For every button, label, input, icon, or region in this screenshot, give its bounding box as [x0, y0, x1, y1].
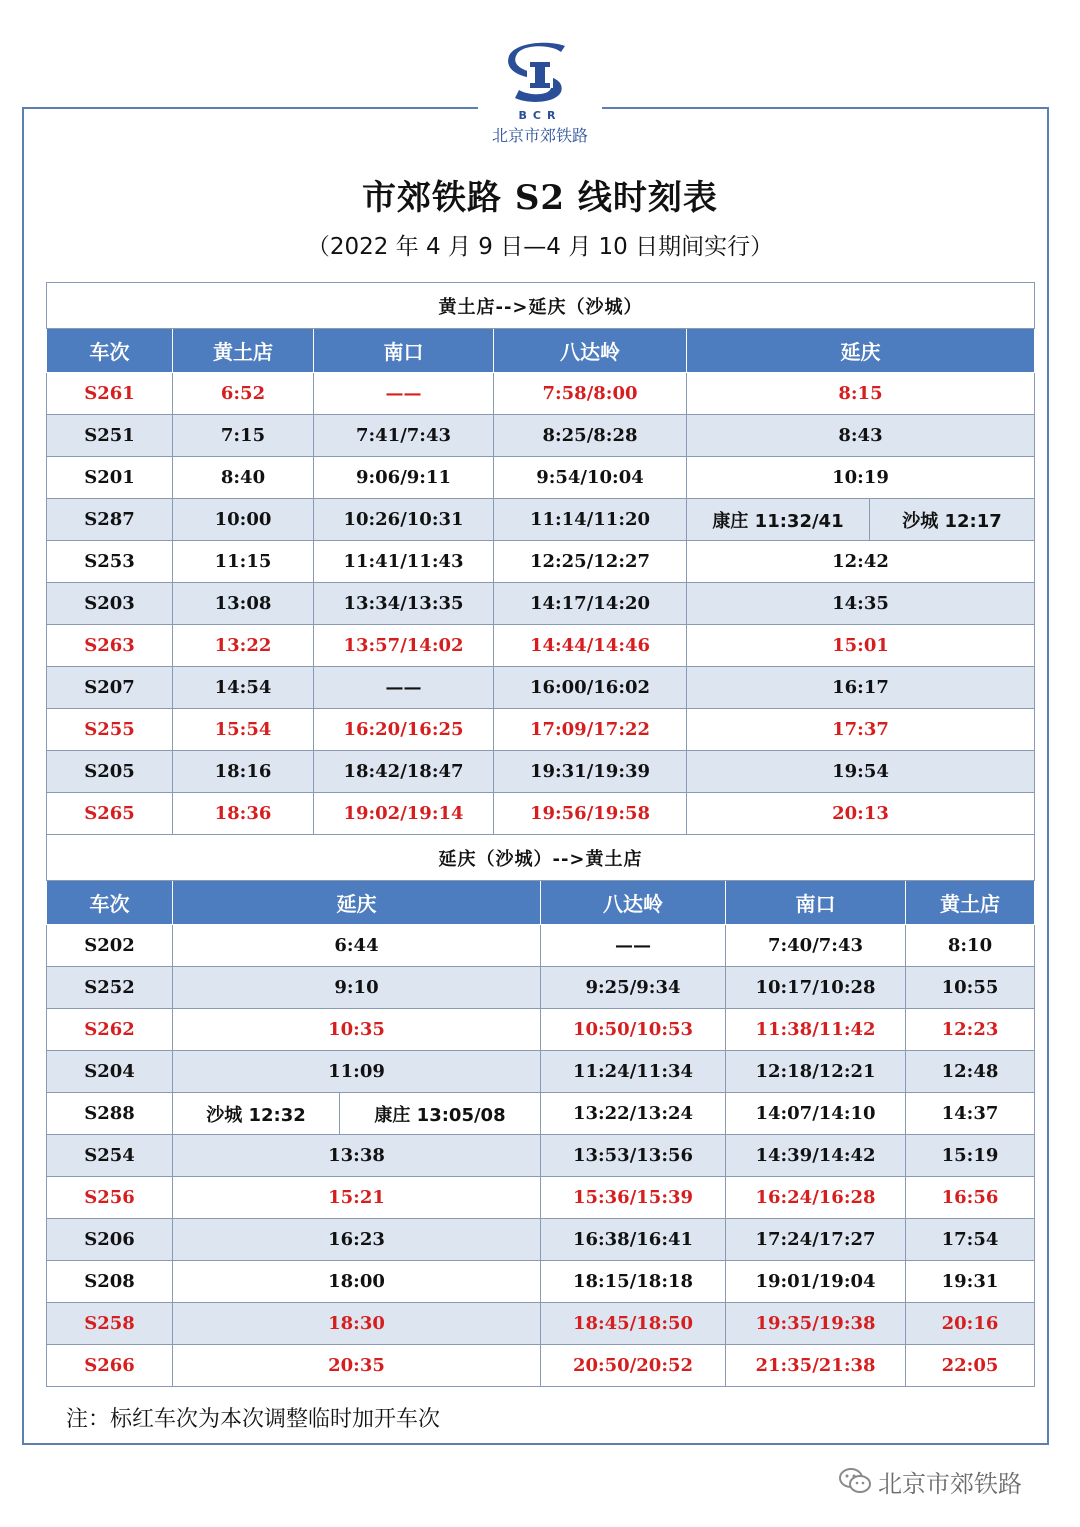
outbound-cell: 11:15 [173, 541, 314, 583]
outbound-cell: —— [314, 373, 494, 415]
inbound-cell: S202 [47, 925, 173, 967]
outbound-cell: 8:43 [687, 415, 1035, 457]
inbound-cell: 7:40/7:43 [726, 925, 906, 967]
outbound-cell: 18:42/18:47 [314, 751, 494, 793]
inbound-cell: S258 [47, 1303, 173, 1345]
outbound-cell: 14:17/14:20 [494, 583, 687, 625]
bcr-logo-icon [505, 42, 575, 108]
outbound-cell: 11:14/11:20 [494, 499, 687, 541]
logo-name: 北京市郊铁路 [491, 126, 588, 145]
outbound-header-badaling: 八达岭 [494, 329, 687, 373]
inbound-header-yanqing: 延庆 [173, 881, 541, 925]
inbound-cell: S288 [47, 1093, 173, 1135]
outbound-cell: 康庄 11:32/41 [687, 499, 870, 541]
outbound-header-train: 车次 [47, 329, 173, 373]
outbound-row [47, 625, 1035, 667]
inbound-row [47, 1219, 1035, 1261]
inbound-cell: 11:38/11:42 [726, 1009, 906, 1051]
outbound-row [47, 667, 1035, 709]
outbound-cell: S253 [47, 541, 173, 583]
outbound-cell: 17:09/17:22 [494, 709, 687, 751]
logo-abbr: BCR [518, 109, 562, 122]
inbound-cell: 8:10 [906, 925, 1035, 967]
inbound-cell: 12:18/12:21 [726, 1051, 906, 1093]
inbound-cell: S262 [47, 1009, 173, 1051]
inbound-cell: 11:24/11:34 [541, 1051, 726, 1093]
outbound-cell: 10:00 [173, 499, 314, 541]
inbound-cell: 10:35 [173, 1009, 541, 1051]
inbound-cell: S252 [47, 967, 173, 1009]
inbound-row [47, 1303, 1035, 1345]
outbound-cell: 8:15 [687, 373, 1035, 415]
inbound-cell: 沙城 12:32 [173, 1093, 340, 1135]
outbound-cell: S251 [47, 415, 173, 457]
outbound-cell: 18:16 [173, 751, 314, 793]
outbound-row [47, 499, 1035, 541]
inbound-cell: 11:09 [173, 1051, 541, 1093]
inbound-row [47, 1135, 1035, 1177]
inbound-row [47, 1177, 1035, 1219]
inbound-cell: S254 [47, 1135, 173, 1177]
outbound-cell: 19:56/19:58 [494, 793, 687, 835]
inbound-timetable [46, 834, 1035, 1387]
outbound-cell: 13:22 [173, 625, 314, 667]
inbound-cell: 14:39/14:42 [726, 1135, 906, 1177]
inbound-row [47, 967, 1035, 1009]
inbound-row [47, 1261, 1035, 1303]
outbound-cell: 20:13 [687, 793, 1035, 835]
inbound-cell: 16:23 [173, 1219, 541, 1261]
inbound-row [47, 1009, 1035, 1051]
outbound-cell: 12:25/12:27 [494, 541, 687, 583]
outbound-cell: S201 [47, 457, 173, 499]
outbound-row [47, 793, 1035, 835]
inbound-cell: S256 [47, 1177, 173, 1219]
inbound-cell: 18:30 [173, 1303, 541, 1345]
inbound-cell: S206 [47, 1219, 173, 1261]
outbound-timetable [46, 282, 1035, 835]
wechat-icon [838, 1467, 872, 1495]
outbound-cell: S287 [47, 499, 173, 541]
inbound-cell: 21:35/21:38 [726, 1345, 906, 1387]
inbound-cell: 13:22/13:24 [541, 1093, 726, 1135]
inbound-header-nankou: 南口 [726, 881, 906, 925]
inbound-row [47, 1093, 1035, 1135]
outbound-cell: 9:06/9:11 [314, 457, 494, 499]
outbound-cell: —— [314, 667, 494, 709]
inbound-row [47, 1051, 1035, 1093]
outbound-row [47, 583, 1035, 625]
inbound-cell: 10:17/10:28 [726, 967, 906, 1009]
inbound-cell: 19:31 [906, 1261, 1035, 1303]
outbound-cell: 17:37 [687, 709, 1035, 751]
inbound-cell: 19:35/19:38 [726, 1303, 906, 1345]
outbound-cell: 18:36 [173, 793, 314, 835]
inbound-cell: 9:25/9:34 [541, 967, 726, 1009]
watermark-text: 北京市郊铁路 [878, 1469, 1022, 1498]
inbound-cell: 20:35 [173, 1345, 541, 1387]
inbound-cell: 12:23 [906, 1009, 1035, 1051]
inbound-cell: 20:50/20:52 [541, 1345, 726, 1387]
inbound-header-badaling: 八达岭 [541, 881, 726, 925]
inbound-row [47, 1345, 1035, 1387]
inbound-direction: 延庆（沙城）-->黄土店 [47, 835, 1035, 881]
outbound-direction: 黄土店-->延庆（沙城） [47, 283, 1035, 329]
wechat-watermark [838, 1464, 1022, 1498]
outbound-cell: 19:54 [687, 751, 1035, 793]
inbound-cell: 18:15/18:18 [541, 1261, 726, 1303]
outbound-header-nankou: 南口 [314, 329, 494, 373]
outbound-cell: S255 [47, 709, 173, 751]
inbound-cell: 康庄 13:05/08 [340, 1093, 541, 1135]
outbound-cell: 16:17 [687, 667, 1035, 709]
outbound-cell: 14:35 [687, 583, 1035, 625]
outbound-cell: 14:54 [173, 667, 314, 709]
inbound-cell: 18:00 [173, 1261, 541, 1303]
inbound-cell: 13:38 [173, 1135, 541, 1177]
outbound-cell: 13:08 [173, 583, 314, 625]
inbound-cell: 16:56 [906, 1177, 1035, 1219]
page-title: 市郊铁路 S2 线时刻表 [362, 178, 718, 218]
inbound-cell: 20:16 [906, 1303, 1035, 1345]
inbound-cell: —— [541, 925, 726, 967]
inbound-cell: 6:44 [173, 925, 541, 967]
inbound-row [47, 925, 1035, 967]
outbound-cell: S207 [47, 667, 173, 709]
outbound-cell: 19:02/19:14 [314, 793, 494, 835]
outbound-cell: S261 [47, 373, 173, 415]
outbound-cell: 6:52 [173, 373, 314, 415]
inbound-cell: S204 [47, 1051, 173, 1093]
outbound-cell: 16:00/16:02 [494, 667, 687, 709]
outbound-cell: 9:54/10:04 [494, 457, 687, 499]
inbound-cell: 10:55 [906, 967, 1035, 1009]
inbound-header-huangtudian: 黄土店 [906, 881, 1035, 925]
outbound-cell: 14:44/14:46 [494, 625, 687, 667]
inbound-cell: 22:05 [906, 1345, 1035, 1387]
inbound-cell: S266 [47, 1345, 173, 1387]
bcr-logo [478, 38, 602, 150]
outbound-header-yanqing: 延庆 [687, 329, 1035, 373]
outbound-cell: 15:01 [687, 625, 1035, 667]
inbound-cell: S208 [47, 1261, 173, 1303]
inbound-cell: 19:01/19:04 [726, 1261, 906, 1303]
outbound-row [47, 709, 1035, 751]
outbound-cell: 8:25/8:28 [494, 415, 687, 457]
footnote: 注：标红车次为本次调整临时加开车次 [66, 1407, 441, 1432]
outbound-cell: 7:15 [173, 415, 314, 457]
inbound-cell: 15:21 [173, 1177, 541, 1219]
outbound-cell: S203 [47, 583, 173, 625]
outbound-cell: 7:58/8:00 [494, 373, 687, 415]
inbound-cell: 15:19 [906, 1135, 1035, 1177]
outbound-cell: 16:20/16:25 [314, 709, 494, 751]
inbound-cell: 18:45/18:50 [541, 1303, 726, 1345]
inbound-cell: 17:54 [906, 1219, 1035, 1261]
outbound-row [47, 373, 1035, 415]
outbound-cell: 19:31/19:39 [494, 751, 687, 793]
outbound-row [47, 415, 1035, 457]
inbound-cell: 17:24/17:27 [726, 1219, 906, 1261]
outbound-row [47, 541, 1035, 583]
outbound-row [47, 457, 1035, 499]
inbound-cell: 16:38/16:41 [541, 1219, 726, 1261]
inbound-cell: 9:10 [173, 967, 541, 1009]
outbound-cell: S205 [47, 751, 173, 793]
inbound-cell: 15:36/15:39 [541, 1177, 726, 1219]
inbound-cell: 14:07/14:10 [726, 1093, 906, 1135]
inbound-cell: 12:48 [906, 1051, 1035, 1093]
outbound-cell: 13:34/13:35 [314, 583, 494, 625]
page-subtitle: （2022 年 4 月 9 日—4 月 10 日期间实行） [306, 234, 774, 260]
outbound-header-huangtudian: 黄土店 [173, 329, 314, 373]
outbound-cell: 8:40 [173, 457, 314, 499]
outbound-row [47, 751, 1035, 793]
outbound-cell: 13:57/14:02 [314, 625, 494, 667]
outbound-cell: 11:41/11:43 [314, 541, 494, 583]
outbound-cell: 10:26/10:31 [314, 499, 494, 541]
outbound-cell: S265 [47, 793, 173, 835]
inbound-cell: 10:50/10:53 [541, 1009, 726, 1051]
outbound-cell: 15:54 [173, 709, 314, 751]
outbound-cell: S263 [47, 625, 173, 667]
outbound-cell: 7:41/7:43 [314, 415, 494, 457]
inbound-cell: 16:24/16:28 [726, 1177, 906, 1219]
inbound-cell: 13:53/13:56 [541, 1135, 726, 1177]
outbound-cell: 沙城 12:17 [870, 499, 1035, 541]
inbound-cell: 14:37 [906, 1093, 1035, 1135]
outbound-cell: 10:19 [687, 457, 1035, 499]
outbound-cell: 12:42 [687, 541, 1035, 583]
inbound-header-train: 车次 [47, 881, 173, 925]
